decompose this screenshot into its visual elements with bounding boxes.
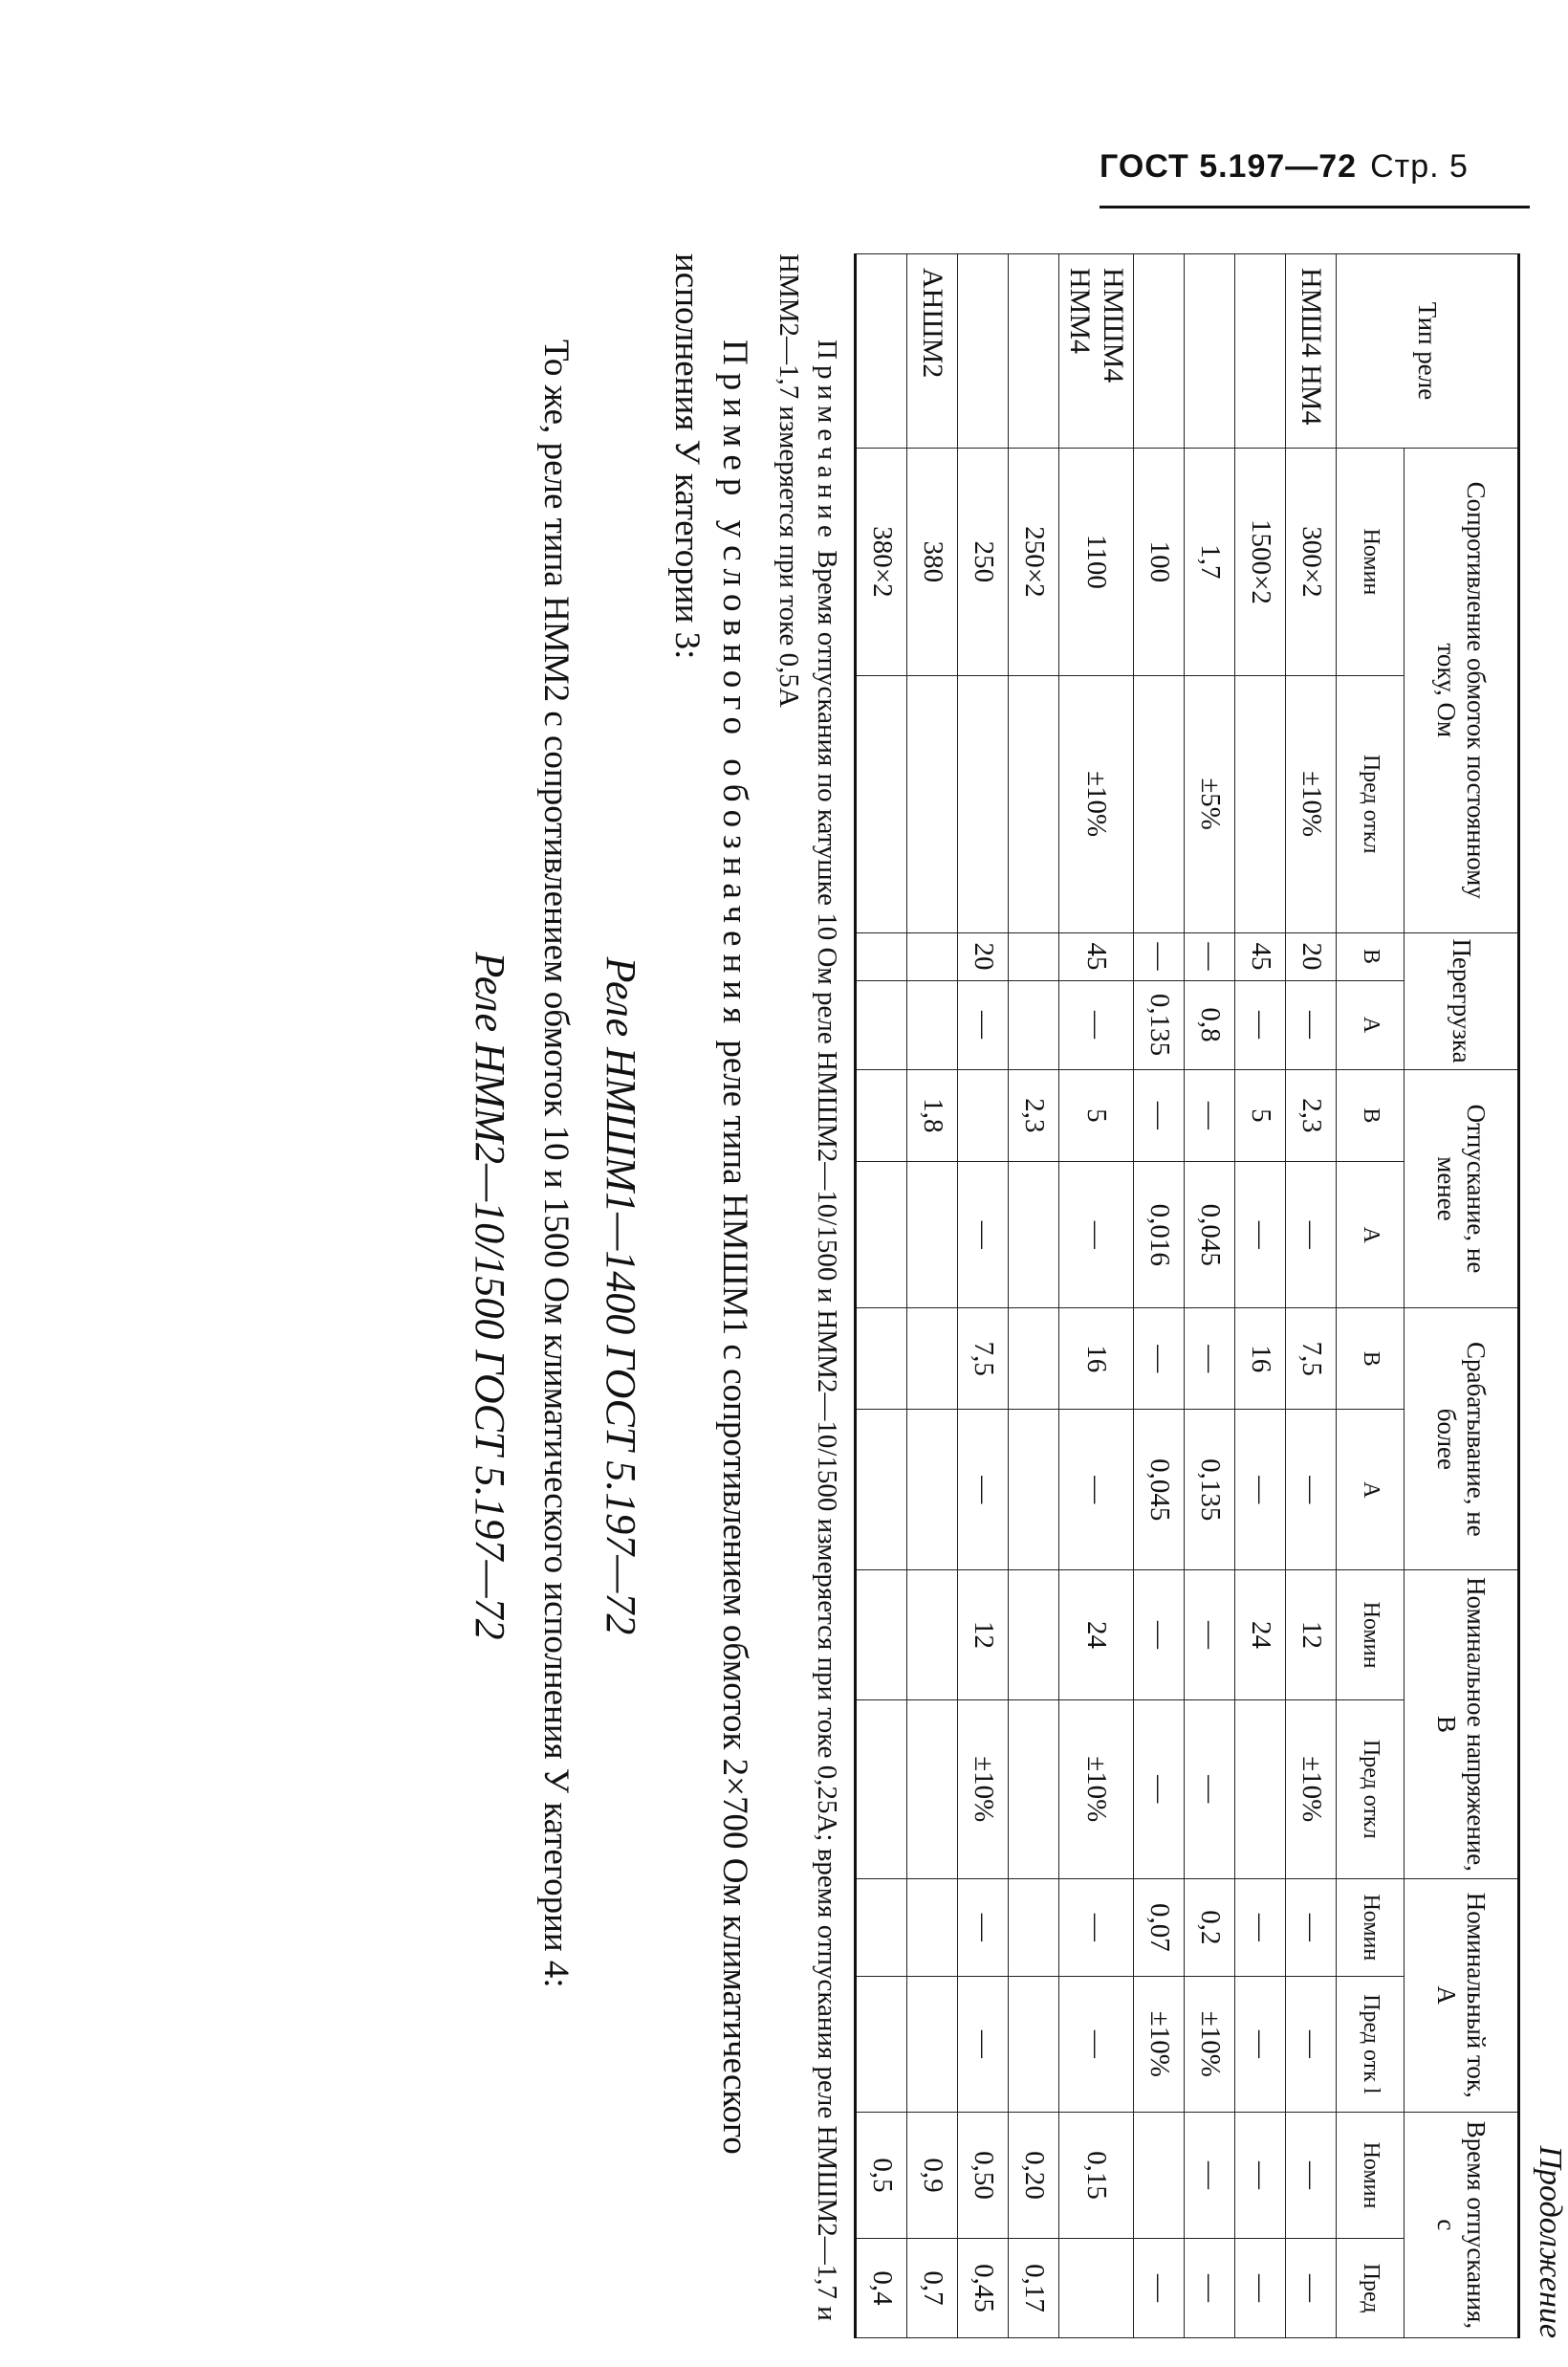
cell-ov-a bbox=[856, 980, 907, 1069]
cell-i-nom: — bbox=[1059, 1878, 1134, 1976]
cell-r-dev bbox=[907, 675, 958, 932]
table-row bbox=[1235, 254, 1286, 2338]
cell-r-nom: 1,7 bbox=[1185, 449, 1235, 676]
table-body bbox=[856, 254, 1337, 2338]
table-row bbox=[1009, 254, 1059, 2338]
cell-rel-v bbox=[856, 1069, 907, 1161]
cell-r-dev bbox=[1134, 675, 1185, 932]
cell-i-dev: — bbox=[1286, 1976, 1337, 2112]
cell-t-max: — bbox=[1185, 2239, 1235, 2338]
same-paragraph: То же, реле типа НММ2 с сопротивлением обмоток 10 и 1500 Ом климатического исполнения У категории 4: bbox=[536, 340, 576, 1988]
cell-rel-v: — bbox=[1134, 1069, 1185, 1161]
sub-header: Пред отк l bbox=[1337, 1976, 1405, 2112]
table-row bbox=[907, 254, 958, 2338]
cell-t-nom: 0,15 bbox=[1059, 2112, 1134, 2238]
relay-table bbox=[854, 253, 1520, 2338]
table-row bbox=[1059, 254, 1134, 2338]
cell-t-nom: 0,9 bbox=[907, 2112, 958, 2238]
cell-rel-v: 2,3 bbox=[1009, 1069, 1059, 1161]
cell-rel-v: 1,8 bbox=[907, 1069, 958, 1161]
cell-op-v: 7,5 bbox=[1286, 1308, 1337, 1410]
example-paragraph bbox=[663, 253, 758, 2338]
col-release-time-header: Время отпускания, с bbox=[1405, 2112, 1519, 2337]
cell-i-dev: ±10% bbox=[1134, 1976, 1185, 2112]
note-text: Время отпускания по катушке 10 Ом реле НМШМ2—10/1500 и НММ2—10/1500 измеряется при токе 0,25А; время отпускания реле НМШМ2—1,7 и НММ2—1,7 измеряется при токе 0,5А bbox=[773, 253, 842, 2321]
cell-rel-a: — bbox=[958, 1162, 1009, 1308]
cell-u-nom: — bbox=[1134, 1570, 1185, 1699]
cell-t-max: — bbox=[1134, 2239, 1185, 2338]
note-paragraph bbox=[770, 253, 846, 2338]
cell-op-a: 0,045 bbox=[1134, 1410, 1185, 1570]
cell-op-a bbox=[1009, 1410, 1059, 1570]
cell-r-nom: 250×2 bbox=[1009, 449, 1059, 676]
table-row bbox=[958, 254, 1009, 2338]
cell-type: НМШ4 НМ4 bbox=[1286, 254, 1337, 449]
cell-op-v: 16 bbox=[1059, 1308, 1134, 1410]
cell-t-nom: — bbox=[1235, 2112, 1286, 2238]
cell-i-dev bbox=[907, 1976, 958, 2112]
sub-header: Номин bbox=[1337, 1570, 1405, 1699]
cell-i-nom: 0,2 bbox=[1185, 1878, 1235, 1976]
cell-u-dev bbox=[856, 1699, 907, 1878]
cell-rel-a: 0,045 bbox=[1185, 1162, 1235, 1308]
note-label: Примечание bbox=[812, 340, 842, 543]
continued-label: Продолжение bbox=[1533, 2145, 1568, 2338]
cell-r-dev: ±10% bbox=[1286, 675, 1337, 932]
page-header bbox=[1100, 148, 1530, 208]
cell-t-max: — bbox=[1235, 2239, 1286, 2338]
cell-u-dev: ±10% bbox=[958, 1699, 1009, 1878]
cell-r-dev bbox=[1235, 675, 1286, 932]
cell-u-nom: — bbox=[1185, 1570, 1235, 1699]
cell-ov-v: 20 bbox=[958, 932, 1009, 980]
cell-u-dev bbox=[907, 1699, 958, 1878]
cell-t-max bbox=[1059, 2239, 1134, 2338]
example-text: реле типа НМШМ1 с сопротивлением обмоток 2×700 Ом климатического исполнения У категории 3: bbox=[667, 253, 754, 2155]
notes-block bbox=[448, 253, 846, 2338]
cell-r-dev: ±10% bbox=[1059, 675, 1134, 932]
sub-header: В bbox=[1337, 932, 1405, 980]
cell-op-v: 7,5 bbox=[958, 1308, 1009, 1410]
cell-op-v bbox=[907, 1308, 958, 1410]
cell-r-dev: ±5% bbox=[1185, 675, 1235, 932]
cell-op-v: — bbox=[1185, 1308, 1235, 1410]
cell-op-v bbox=[1009, 1308, 1059, 1410]
cell-u-dev: ±10% bbox=[1286, 1699, 1337, 1878]
cell-type bbox=[1235, 254, 1286, 449]
standard-number: ГОСТ 5.197—72 bbox=[1100, 148, 1358, 185]
cell-type: АНШМ2 bbox=[907, 254, 958, 449]
relay-designation-1: Реле НМШМ1—1400 ГОСТ 5.197—72 bbox=[598, 956, 644, 1635]
sub-header: Номин bbox=[1337, 1878, 1405, 1976]
cell-rel-v: 5 bbox=[1059, 1069, 1134, 1161]
col-voltage-header: Номинальное напряжение, В bbox=[1405, 1570, 1519, 1878]
cell-ov-v: 45 bbox=[1059, 932, 1134, 980]
cell-type bbox=[1009, 254, 1059, 449]
sub-header: А bbox=[1337, 1410, 1405, 1570]
cell-ov-a: — bbox=[1059, 980, 1134, 1069]
cell-i-nom: — bbox=[1235, 1878, 1286, 1976]
cell-t-nom: — bbox=[1185, 2112, 1235, 2238]
cell-u-nom: 12 bbox=[1286, 1570, 1337, 1699]
table-row bbox=[1134, 254, 1185, 2338]
cell-t-max: 0,4 bbox=[856, 2239, 907, 2338]
col-resistance-header: Сопротивление обмоток постоянному току, Ом bbox=[1405, 449, 1519, 933]
cell-t-max: 0,17 bbox=[1009, 2239, 1059, 2338]
sub-header: В bbox=[1337, 1069, 1405, 1161]
col-current-header: Номинальный ток, А bbox=[1405, 1878, 1519, 2112]
cell-u-dev: — bbox=[1185, 1699, 1235, 1878]
cell-rel-a: — bbox=[1286, 1162, 1337, 1308]
cell-op-a: — bbox=[1235, 1410, 1286, 1570]
cell-i-dev: — bbox=[958, 1976, 1009, 2112]
cell-r-dev bbox=[958, 675, 1009, 932]
cell-i-dev: — bbox=[1059, 1976, 1134, 2112]
cell-type bbox=[1185, 254, 1235, 449]
cell-r-nom: 300×2 bbox=[1286, 449, 1337, 676]
cell-op-a: 0,135 bbox=[1185, 1410, 1235, 1570]
cell-ov-a: — bbox=[1286, 980, 1337, 1069]
cell-r-nom: 380 bbox=[907, 449, 958, 676]
cell-rel-a bbox=[907, 1162, 958, 1308]
cell-op-v: 16 bbox=[1235, 1308, 1286, 1410]
sub-header: Пред bbox=[1337, 2239, 1405, 2338]
cell-op-v: — bbox=[1134, 1308, 1185, 1410]
cell-i-nom: — bbox=[1286, 1878, 1337, 1976]
cell-type: НМШМ4 НММ4 bbox=[1059, 254, 1134, 449]
cell-r-nom: 1500×2 bbox=[1235, 449, 1286, 676]
cell-rel-v: — bbox=[1185, 1069, 1235, 1161]
cell-r-nom: 380×2 bbox=[856, 449, 907, 676]
relay-designation-2: Реле НММ2—10/1500 ГОСТ 5.197—72 bbox=[467, 952, 513, 1640]
col-operate-header: Срабатывание, не более bbox=[1405, 1308, 1519, 1570]
cell-ov-a bbox=[907, 980, 958, 1069]
cell-ov-v bbox=[907, 932, 958, 980]
cell-op-a bbox=[856, 1410, 907, 1570]
cell-rel-a bbox=[856, 1162, 907, 1308]
cell-u-dev: — bbox=[1134, 1699, 1185, 1878]
cell-u-dev: ±10% bbox=[1059, 1699, 1134, 1878]
cell-op-a: — bbox=[1286, 1410, 1337, 1570]
cell-t-nom: 0,20 bbox=[1009, 2112, 1059, 2238]
cell-rel-v bbox=[958, 1069, 1009, 1161]
cell-rel-a: — bbox=[1059, 1162, 1134, 1308]
cell-t-nom: 0,5 bbox=[856, 2112, 907, 2238]
cell-ov-a: — bbox=[1235, 980, 1286, 1069]
cell-type bbox=[856, 254, 907, 449]
cell-t-max: 0,7 bbox=[907, 2239, 958, 2338]
cell-op-v bbox=[856, 1308, 907, 1410]
cell-r-nom: 1100 bbox=[1059, 449, 1134, 676]
sub-header: Номин bbox=[1337, 2112, 1405, 2238]
cell-type bbox=[1134, 254, 1185, 449]
cell-i-dev: ±10% bbox=[1185, 1976, 1235, 2112]
cell-rel-a: — bbox=[1235, 1162, 1286, 1308]
cell-u-nom: 12 bbox=[958, 1570, 1009, 1699]
cell-i-nom bbox=[856, 1878, 907, 1976]
cell-t-max: 0,45 bbox=[958, 2239, 1009, 2338]
cell-r-nom: 100 bbox=[1134, 449, 1185, 676]
col-release-header: Отпускание, не менее bbox=[1405, 1069, 1519, 1308]
sub-header: Пред откл bbox=[1337, 1699, 1405, 1878]
cell-rel-v: 5 bbox=[1235, 1069, 1286, 1161]
cell-u-nom: 24 bbox=[1235, 1570, 1286, 1699]
example-label: Пример условного обозначения bbox=[715, 340, 754, 1032]
sub-header: Пред откл bbox=[1337, 675, 1405, 932]
col-overload-header: Перегрузка bbox=[1405, 932, 1519, 1069]
table-row bbox=[1185, 254, 1235, 2338]
cell-i-nom: 0,07 bbox=[1134, 1878, 1185, 1976]
cell-ov-a bbox=[1009, 980, 1059, 1069]
cell-u-dev bbox=[1009, 1699, 1059, 1878]
cell-ov-a: 0,8 bbox=[1185, 980, 1235, 1069]
sub-header: В bbox=[1337, 1308, 1405, 1410]
cell-ov-v bbox=[856, 932, 907, 980]
cell-u-nom bbox=[1009, 1570, 1059, 1699]
cell-i-dev: — bbox=[1235, 1976, 1286, 2112]
cell-ov-v bbox=[1009, 932, 1059, 980]
cell-ov-v: 20 bbox=[1286, 932, 1337, 980]
cell-i-nom: — bbox=[958, 1878, 1009, 1976]
cell-op-a: — bbox=[1059, 1410, 1134, 1570]
cell-rel-a: 0,016 bbox=[1134, 1162, 1185, 1308]
cell-u-nom bbox=[856, 1570, 907, 1699]
cell-u-dev bbox=[1235, 1699, 1286, 1878]
sub-header: А bbox=[1337, 1162, 1405, 1308]
table-row bbox=[1286, 254, 1337, 2338]
cell-i-dev bbox=[856, 1976, 907, 2112]
cell-ov-v: 45 bbox=[1235, 932, 1286, 980]
cell-t-nom bbox=[1134, 2112, 1185, 2238]
cell-rel-a bbox=[1009, 1162, 1059, 1308]
col-type-header: Тип реле bbox=[1337, 254, 1519, 449]
cell-u-nom bbox=[907, 1570, 958, 1699]
cell-r-dev bbox=[1009, 675, 1059, 932]
cell-t-nom: — bbox=[1286, 2112, 1337, 2238]
cell-t-max: — bbox=[1286, 2239, 1337, 2338]
cell-ov-a: — bbox=[958, 980, 1009, 1069]
cell-t-nom: 0,50 bbox=[958, 2112, 1009, 2238]
cell-op-a: — bbox=[958, 1410, 1009, 1570]
page-number: Стр. 5 bbox=[1370, 148, 1469, 185]
cell-r-dev bbox=[856, 675, 907, 932]
cell-ov-v: — bbox=[1134, 932, 1185, 980]
sub-header: Номин bbox=[1337, 449, 1405, 676]
cell-i-nom bbox=[1009, 1878, 1059, 1976]
rotated-content bbox=[268, 253, 1568, 2338]
cell-ov-v: — bbox=[1185, 932, 1235, 980]
sub-header: А bbox=[1337, 980, 1405, 1069]
cell-rel-v: 2,3 bbox=[1286, 1069, 1337, 1161]
cell-u-nom: 24 bbox=[1059, 1570, 1134, 1699]
cell-i-nom bbox=[907, 1878, 958, 1976]
cell-i-dev bbox=[1009, 1976, 1059, 2112]
table-row bbox=[856, 254, 907, 2338]
cell-type bbox=[958, 254, 1009, 449]
cell-ov-a: 0,135 bbox=[1134, 980, 1185, 1069]
cell-op-a bbox=[907, 1410, 958, 1570]
cell-r-nom: 250 bbox=[958, 449, 1009, 676]
